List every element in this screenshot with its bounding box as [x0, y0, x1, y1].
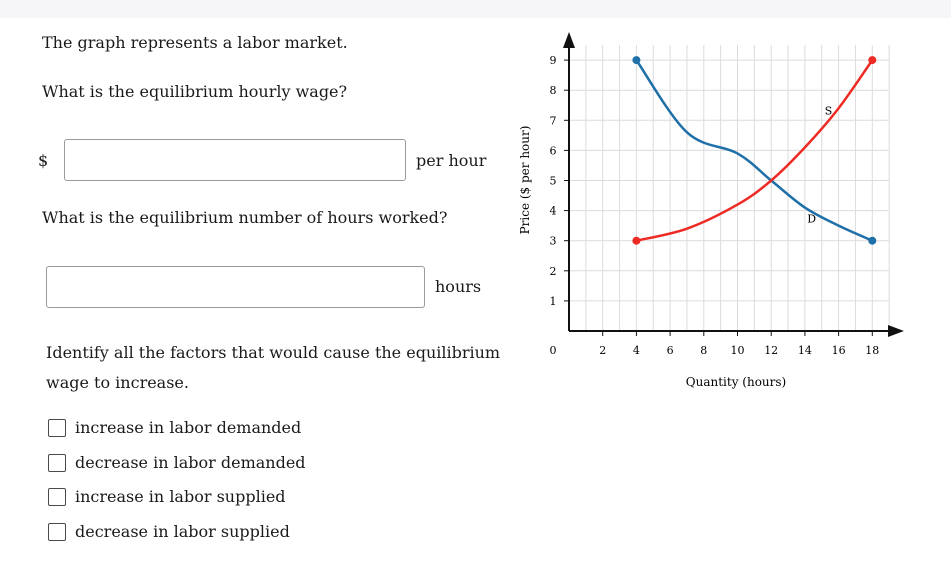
curve-label-s: S — [824, 104, 833, 118]
y-tick-label: 8 — [549, 84, 557, 98]
curve-endpoint-s — [632, 237, 640, 245]
x-tick-label: 0 — [549, 344, 557, 357]
y-tick-label: 5 — [549, 174, 557, 188]
y-axis-arrow — [563, 32, 575, 48]
x-tick-label: 4 — [632, 344, 640, 357]
question-factors-line2: wage to increase. — [46, 373, 189, 392]
y-axis-label: Price ($ per hour) — [518, 125, 532, 235]
hours-unit-label: hours — [435, 277, 482, 296]
curve-endpoint-s — [868, 56, 876, 64]
x-tick-label: 10 — [730, 344, 745, 357]
option-label[interactable]: increase in labor supplied — [75, 487, 286, 506]
question-factors-line1: Identify all the factors that would cause the equilibrium — [46, 343, 501, 362]
question-intro: The graph represents a labor market. — [42, 33, 348, 52]
y-tick-label: 4 — [549, 204, 557, 218]
x-tick-label: 14 — [797, 344, 812, 357]
curve-label-d: D — [807, 212, 817, 226]
currency-symbol: $ — [38, 151, 49, 170]
y-tick-label: 2 — [549, 264, 557, 278]
chart-ticks — [550, 54, 880, 357]
y-tick-label: 1 — [549, 294, 557, 308]
x-tick-label: 16 — [831, 344, 846, 357]
option-label[interactable]: decrease in labor supplied — [75, 522, 290, 541]
chart-axes — [563, 32, 904, 337]
curve-endpoint-d — [632, 56, 640, 64]
option-label[interactable]: decrease in labor demanded — [75, 453, 306, 472]
question-wage: What is the equilibrium hourly wage? — [42, 82, 348, 101]
x-axis-arrow — [888, 325, 904, 337]
wage-unit-label: per hour — [416, 151, 487, 170]
x-tick-label: 6 — [666, 344, 674, 357]
x-axis-label: Quantity (hours) — [685, 375, 787, 389]
y-tick-label: 6 — [549, 144, 557, 158]
option-label[interactable]: increase in labor demanded — [75, 418, 302, 437]
x-tick-label: 18 — [865, 344, 880, 357]
x-tick-label: 12 — [764, 344, 779, 357]
y-tick-label: 3 — [549, 234, 557, 248]
chart-grid — [569, 45, 889, 331]
curve-endpoint-d — [868, 237, 876, 245]
x-tick-label: 8 — [700, 344, 708, 357]
question-hours: What is the equilibrium number of hours worked? — [42, 208, 448, 227]
y-tick-label: 7 — [549, 114, 557, 128]
y-tick-label: 9 — [549, 54, 557, 68]
x-tick-label: 2 — [599, 344, 607, 357]
